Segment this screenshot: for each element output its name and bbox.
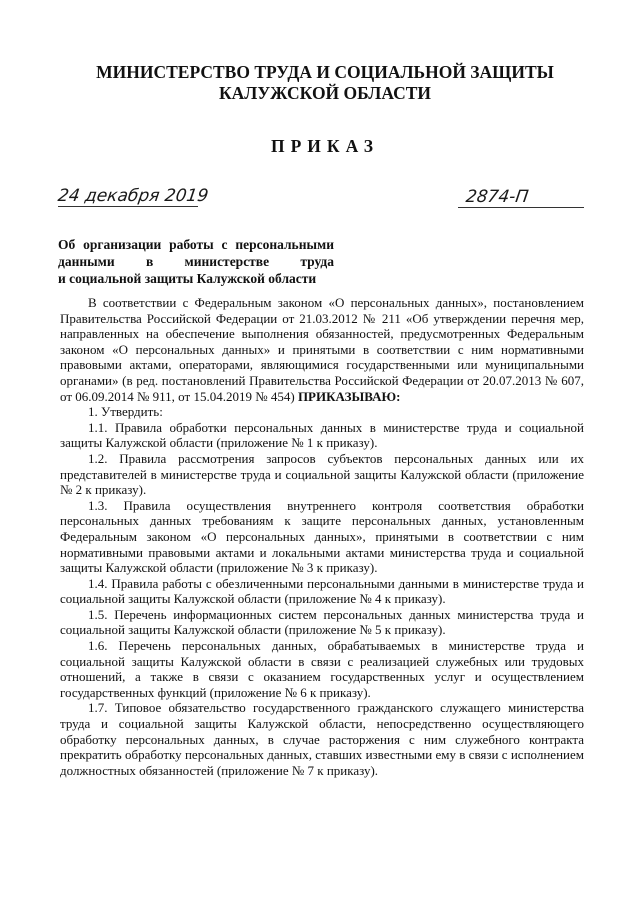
preamble-text: В соответствии с Федеральным законом «О персональных данных», постановлением Правительства Российской Федерации от 21.03.2012 № 211 «Об утверждении перечня мер, направленных на обеспечение выполнения обязанностей, предусмотренных Федеральным законом «О персональных данных» и принятыми в соответствии с ним нормативными правовыми актами, операторами, являющимися государственными или муниципальными органами» (в ред. постановлений Правительства Российской Федерации от 20.07.2013 № 607, от 06.09.2014 № 911, от 15.04.2019 № 454) [60, 295, 584, 404]
list-item: 1.3. Правила осуществления внутреннего контроля соответствия обработки персональных данных требованиям к защите персональных данных, установленным Федеральным законом «О персональных данных», принятыми в соответствии с ним нормативными правовыми актами и локальными актами министерства труда и социальной защиты Калужской области (приложение № 3 к приказу). [60, 497, 584, 576]
order-body [60, 295, 584, 778]
list-item: 1.5. Перечень информационных систем персональных данных министерства труда и социальной защиты Калужской области (приложение № 5 к приказу). [60, 606, 584, 638]
list-item: 1.7. Типовое обязательство государственного гражданского служащего министерства труда и социальной защиты Калужской области, непосредственно осуществляющего обработку персональных данных, в случае расторжения с ним служебного контракта прекратить обработку персональных данных, ставших известными ему в связи с исполнением должностных обязанностей (приложение № 7 к приказу). [60, 700, 584, 778]
order-keyword: ПРИКАЗЫВАЮ: [297, 388, 401, 404]
list-item: 1.1. Правила обработки персональных данных в министерстве труда и социальной защиты Калужской области (приложение № 1 к приказу). [60, 419, 584, 451]
ministry-header-line-1: МИНИСТЕРСТВО ТРУДА И СОЦИАЛЬНОЙ ЗАЩИТЫ [96, 62, 554, 82]
subject-line-2: данными в министерстве труда [58, 253, 334, 269]
subject-line-3: и социальной защиты Калужской области [58, 270, 317, 286]
list-item: 1. Утвердить: [88, 404, 163, 420]
ministry-header [60, 62, 590, 104]
list-item: 1.2. Правила рассмотрения запросов субъектов персональных данных или их представителей в министерстве труда и социальной защиты Калужской области (приложение № 2 к приказу). [60, 450, 584, 498]
handwritten-order-number: 2874-П [464, 187, 530, 207]
list-item: 1.4. Правила работы с обезличенными персональными данными в министерстве труда и социальной защиты Калужской области (приложение № 4 к приказу). [60, 575, 584, 607]
ministry-header-line-2: КАЛУЖСКОЙ ОБЛАСТИ [218, 83, 432, 103]
handwritten-date: 24 декабря 2019 [56, 186, 210, 206]
order-subject [58, 237, 334, 287]
number-underline [458, 207, 584, 208]
document-title: ПРИКАЗ [270, 136, 380, 156]
list-item: 1.6. Перечень персональных данных, обрабатываемых в министерстве труда и социальной защиты Калужской области в связи с реализацией служебных или трудовых отношений, а также в связи с оказанием государственных услуг и осуществлением государственных функций (приложение № 6 к приказу). [60, 638, 584, 700]
preamble-paragraph [60, 295, 584, 404]
subject-line-1: Об организации работы с персональными [58, 237, 334, 252]
date-underline [58, 206, 198, 207]
